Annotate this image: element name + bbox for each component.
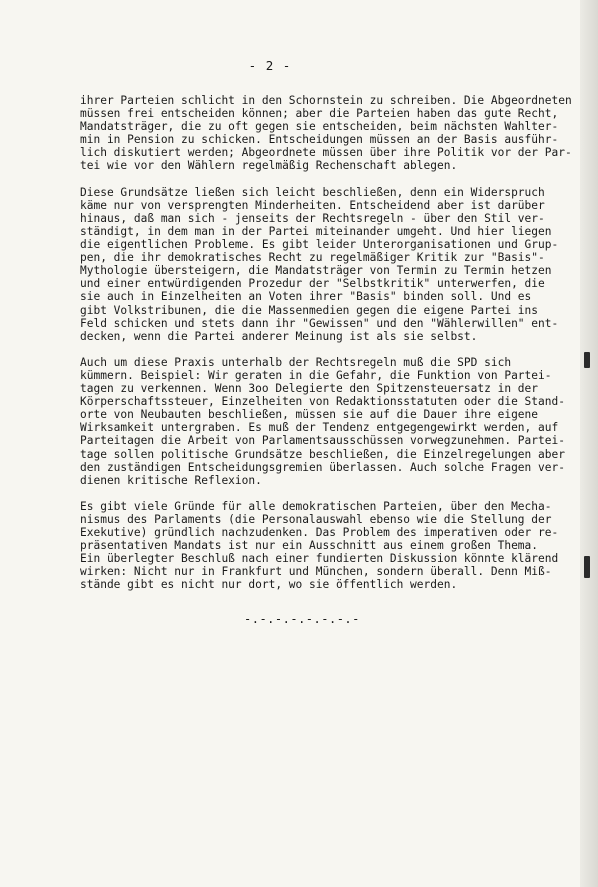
text-line: Es gibt viele Gründe für alle demokratischen Parteien, über den Mecha- <box>80 499 552 513</box>
scan-edge-mark <box>584 352 590 368</box>
text-line: die eigentlichen Probleme. Es gibt leider Unterorganisationen und Grup- <box>80 238 559 252</box>
end-mark: -.-.-.-.-.-.-.- <box>244 612 360 626</box>
text-line: Diese Grundsätze ließen sich leicht beschließen, denn ein Widerspruch <box>80 185 545 199</box>
text-line: sie auch in Einzelheiten an Voten ihrer "Basis" binden soll. Und es <box>80 290 532 304</box>
page-number: - 2 - <box>248 58 292 73</box>
page-edge-shadow <box>580 0 598 887</box>
text-line: hinaus, daß man sich - jenseits der Rechtsregeln - über den Stil ver- <box>80 211 545 225</box>
text-line: tage sollen politische Grundsätze beschließen, die Einzelregelungen aber <box>80 447 565 461</box>
text-line: Wirksamkeit untergraben. Es muß der Tendenz entgegengewirkt werden, auf <box>80 421 559 435</box>
text-line: kümmern. Beispiel: Wir geraten in die Gefahr, die Funktion von Partei- <box>80 368 552 382</box>
text-line: lich diskutiert werden; Abgeordnete müssen über ihre Politik vor der Par- <box>80 146 572 160</box>
text-line: Körperschaftssteuer, Einzelheiten von Redaktionsstatuten oder die Stand- <box>80 395 565 409</box>
text-line: Exekutive) gründlich nachzudenken. Das Problem des imperativen oder re- <box>80 526 559 540</box>
scan-edge-mark <box>584 556 590 578</box>
text-line: käme nur von versprengten Minderheiten. Entscheidend aber ist darüber <box>80 198 545 212</box>
text-line: Mandatsträger, die zu oft gegen sie entscheiden, beim nächsten Wahlter- <box>80 120 559 134</box>
text-line: Auch um diese Praxis unterhalb der Rechtsregeln muß die SPD sich <box>80 355 512 369</box>
text-line: decken, wenn die Partei anderer Meinung ist als sie selbst. <box>80 329 478 343</box>
body-text <box>80 94 580 605</box>
text-line: den zuständigen Entscheidungsgremien überlassen. Auch solche Fragen ver- <box>80 460 565 474</box>
text-line: Ein überlegter Beschluß nach einer fundierten Diskussion könnte klärend <box>80 552 559 566</box>
text-line: präsentativen Mandats ist nur ein Ausschnitt aus einem großen Thema. <box>80 539 539 553</box>
paragraph <box>80 94 580 173</box>
text-line: Mythologie übersteigern, die Mandatsträger von Termin zu Termin hetzen <box>80 264 552 278</box>
text-line: orte von Neubauten beschließen, müssen sie auf die Dauer ihre eigene <box>80 408 539 422</box>
text-line: tagen zu verkennen. Wenn 3oo Delegierte den Spitzensteuersatz in der <box>80 382 539 396</box>
text-line: stände gibt es nicht nur dort, wo sie öffentlich werden. <box>80 578 458 592</box>
text-line: tei wie vor den Wählern regelmäßig Rechenschaft ablegen. <box>80 159 458 173</box>
text-line: dienen kritische Reflexion. <box>80 473 262 487</box>
text-line: wirken: Nicht nur in Frankfurt und München, sondern überall. Denn Miß- <box>80 565 552 579</box>
text-line: müssen frei entscheiden können; aber die Parteien haben das gute Recht, <box>80 107 559 121</box>
text-line: Feld schicken und stets dann ihr "Gewissen" und den "Wählerwillen" ent- <box>80 316 559 330</box>
text-line: nismus des Parlaments (die Personalauswahl ebenso wie die Stellung der <box>80 513 552 526</box>
text-line: gibt Volkstribunen, die die Massenmedien gegen die eigene Partei ins <box>80 303 539 317</box>
paragraph <box>80 356 580 487</box>
text-line: Parteitagen die Arbeit von Parlamentsausschüssen vorwegzunehmen. Partei- <box>80 434 565 448</box>
paragraph <box>80 500 580 592</box>
text-line: ihrer Parteien schlicht in den Schornstein zu schreiben. Die Abgeordneten <box>80 94 572 107</box>
paragraph <box>80 186 580 343</box>
text-line: ständigt, in dem man in der Partei miteinander umgeht. Und hier liegen <box>80 224 552 238</box>
text-line: und einer entwürdigenden Prozedur der "Selbstkritik" unterwerfen, die <box>80 277 545 291</box>
text-line: pen, die ihr demokratisches Recht zu regelmäßiger Kritik zur "Basis"- <box>80 251 545 265</box>
text-line: min in Pension zu schicken. Entscheidungen müssen an der Basis ausführ- <box>80 133 559 147</box>
